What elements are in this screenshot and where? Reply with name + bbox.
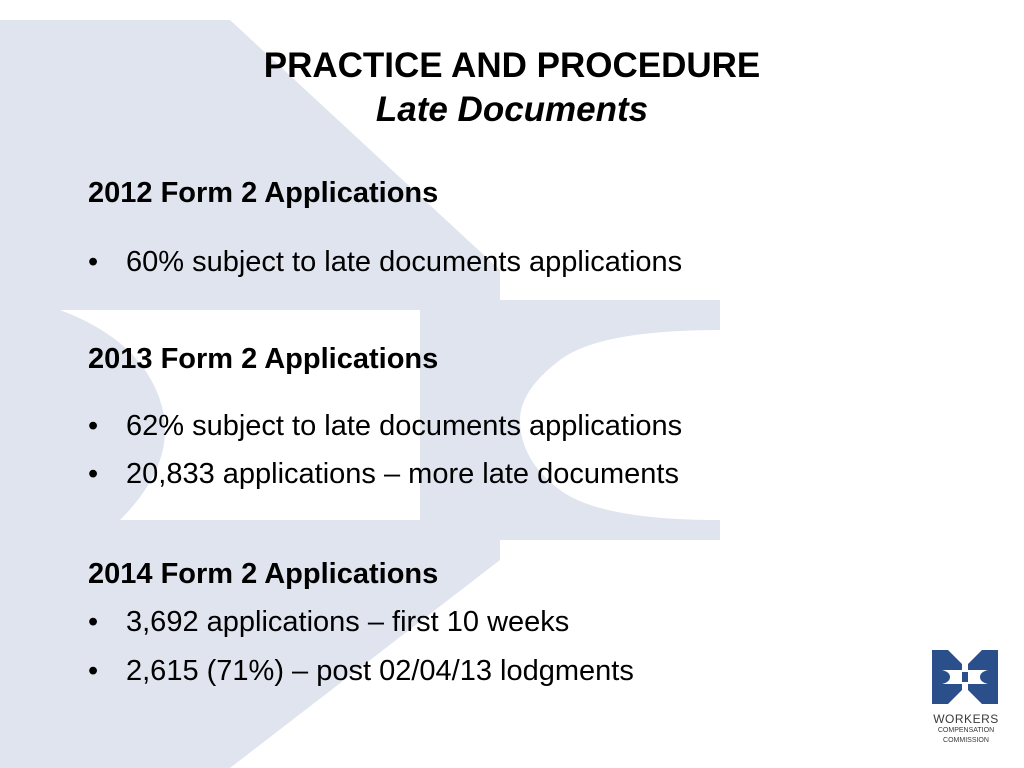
bullet-glyph: •: [88, 655, 99, 687]
slide-subtitle: Late Documents: [375, 90, 649, 129]
bullet-item: [88, 605, 569, 639]
section-heading-2012: 2012 Form 2 Applications: [88, 177, 439, 209]
bullet-text: 2,615 (71%) – post 02/04/13 lodgments: [126, 655, 634, 687]
bullet-text: 62% subject to late documents applications: [126, 410, 683, 442]
bullet-item: [88, 245, 682, 279]
bullet-item: [88, 654, 634, 688]
bullet-glyph: •: [88, 246, 99, 278]
logo-text-compensation: COMPENSATION: [937, 727, 995, 734]
bullet-text: 20,833 applications – more late documents: [126, 458, 679, 490]
logo-text-commission: COMMISSION: [943, 737, 989, 744]
section-heading-2014: 2014 Form 2 Applications: [88, 558, 439, 590]
workers-compensation-commission-logo: [918, 648, 1014, 758]
bullet-glyph: •: [88, 606, 99, 638]
bullet-item: [88, 409, 682, 443]
bullet-text: 3,692 applications – first 10 weeks: [126, 606, 570, 638]
bullet-glyph: •: [88, 458, 99, 490]
slide-title-block: [0, 44, 1024, 132]
commission-logo-icon: [932, 650, 998, 704]
section-heading-2013: 2013 Form 2 Applications: [88, 343, 439, 375]
bullet-item: [88, 457, 679, 491]
bullet-glyph: •: [88, 410, 99, 442]
slide-title: PRACTICE AND PROCEDURE: [263, 46, 761, 85]
bullet-text: 60% subject to late documents applications: [126, 246, 683, 278]
logo-text-workers: WORKERS: [933, 712, 999, 726]
